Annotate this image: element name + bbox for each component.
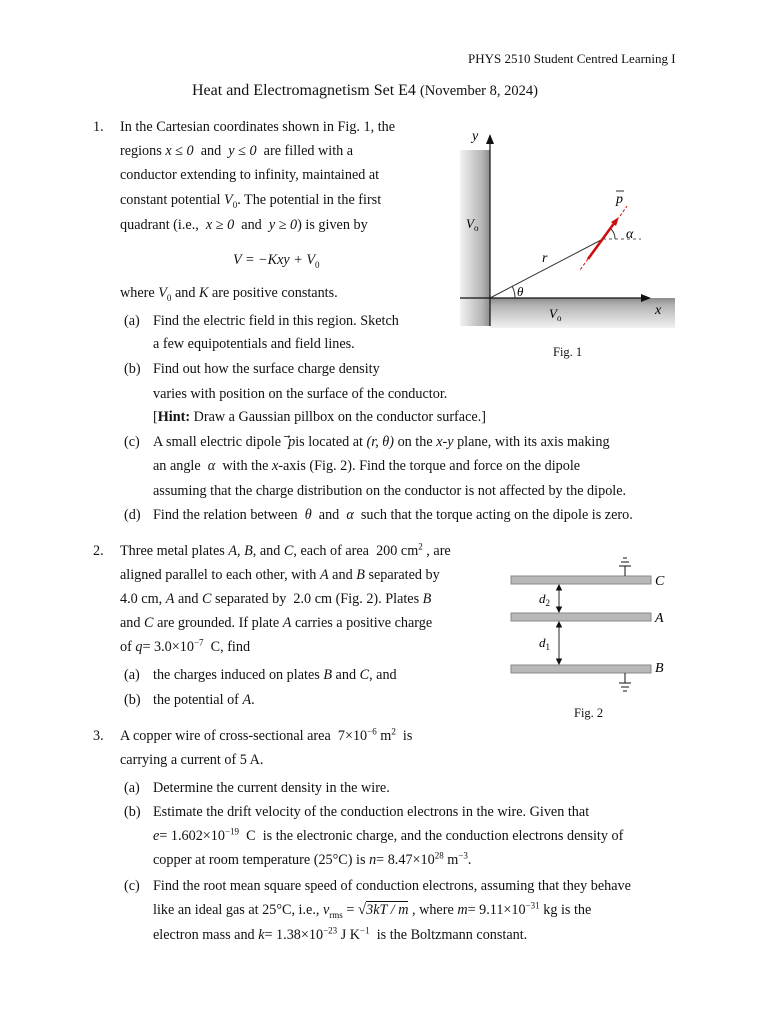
d1-dimension [557, 622, 562, 664]
q3-number: 3. [93, 728, 104, 744]
d2-dimension [557, 585, 562, 612]
q3-line-2: carrying a current of 5 A. [120, 752, 264, 768]
r-line [490, 239, 603, 298]
conductor-vertical [460, 150, 490, 326]
conductor-horizontal [490, 298, 675, 328]
dipole-head-dash [620, 206, 627, 216]
q1-line-6: where $V_0$ and K are positive constants. [120, 285, 338, 303]
q1d-line-1: Find the relation between θ and α such that the torque acting on the dipole is zero. [153, 507, 633, 523]
figure-2 [498, 545, 683, 703]
q3-line-1: A copper wire of cross-sectional area $7\times 10^{-6}$ $m^2$ is [120, 726, 413, 744]
course-header: PHYS 2510 Student Centred Learning I [468, 51, 676, 66]
label-d1: $d_1$ [539, 635, 550, 652]
label-a: A [655, 611, 664, 626]
alpha-label: α [626, 227, 634, 242]
q3c-line-3: electron mass and $k= 1.38\times 10^{-23}$ J $K^{-1}$ is the Boltzmann constant. [153, 925, 528, 943]
ground-b-icon [619, 673, 631, 691]
q1c-line-2: an angle α with the x-axis (Fig. 2). Find the torque and force on the dipole [153, 458, 581, 474]
q1b-hint: [Hint: Draw a Gaussian pillbox on the conductor surface.] [153, 409, 486, 425]
q1b-label: (b) [124, 361, 141, 377]
q1c-label: (c) [124, 434, 140, 450]
q2-line-1: Three metal plates A, B, and C, each of area 200 $cm^2$ , are [120, 541, 451, 559]
y-axis-arrow [486, 134, 494, 144]
q1-number: 1. [93, 119, 104, 135]
ground-c-icon [619, 558, 631, 576]
q1a-line-2: a few equipotentials and field lines. [153, 336, 355, 352]
page-title [192, 82, 538, 100]
q2b-line-1: the potential of A. [153, 692, 255, 708]
figure-1 [455, 122, 685, 362]
q1-line-1: In the Cartesian coordinates shown in Fig. 1, the [120, 119, 396, 135]
q1c-line-1: A small electric dipole p is located at (r, θ) on the x-y plane, with its axis making [153, 434, 610, 450]
q1-line-3: conductor extending to infinity, maintained at [120, 167, 380, 183]
label-b: B [655, 661, 664, 676]
v0-left-label: $V_o$ [466, 216, 479, 233]
x-label: x [655, 303, 662, 318]
label-d2: $d_2$ [539, 591, 550, 608]
p-label: p [616, 192, 623, 207]
q1-line-5: quadrant (i.e., x ≥ 0 and y ≥ 0) is given by [120, 217, 368, 233]
q3a-line-1: Determine the current density in the wire. [153, 780, 390, 796]
q1a-label: (a) [124, 313, 140, 329]
q3b-line-1: Estimate the drift velocity of the conduction electrons in the wire. Given that [153, 804, 590, 820]
title-main: Heat and Electromagnetism Set E4 [192, 82, 416, 99]
q3c-line-2: like an ideal gas at 25°C, i.e., $v_{rms} = √3kT / m$ , where $m= 9.11\times 10^{-31}$ kg is the [153, 900, 592, 920]
dipole-tail-dash [580, 259, 588, 270]
q2a-label: (a) [124, 667, 140, 683]
q2-line-2: aligned parallel to each other, with A and B separated by [120, 567, 440, 583]
q2-line-5: of $q= 3.0\times 10^{-7}$ C, find [120, 637, 251, 655]
v0-bottom-label: $V_o$ [549, 306, 562, 323]
theta-label: θ [517, 284, 524, 299]
theta-arc [512, 286, 515, 298]
q3b-line-2: $e= 1.602\times 10^{-19}$ C is the electronic charge, and the conduction electrons density of [153, 826, 624, 844]
title-date: (November 8, 2024) [419, 83, 538, 99]
dipole-arrow [588, 222, 615, 259]
q2-line-4: and C are grounded. If plate A carries a positive charge [120, 615, 433, 631]
q1c-line-3: assuming that the charge distribution on the conductor is not affected by the dipole. [153, 483, 627, 499]
plate-c [511, 576, 651, 584]
q1b-line-2: varies with position on the surface of the conductor. [153, 386, 448, 402]
r-label: r [542, 251, 548, 266]
q2a-line-1: the charges induced on plates B and C, and [153, 667, 397, 683]
q1d-label: (d) [124, 507, 141, 523]
q1a-line-1: Find the electric field in this region. Sketch [153, 313, 399, 329]
q3c-label: (c) [124, 878, 140, 894]
q2-line-3: 4.0 cm, A and C separated by 2.0 cm (Fig. 2). Plates B [120, 591, 432, 607]
q1-line-2: regions x ≤ 0 and y ≤ 0 are filled with a [120, 143, 354, 159]
q3a-label: (a) [124, 780, 140, 796]
fig2-caption: Fig. 2 [574, 706, 604, 720]
q3b-line-3: copper at room temperature (25°C) is $n= 8.47\times 10^{28}$ $m^{-3}$. [153, 850, 472, 868]
alpha-arc [611, 229, 615, 239]
plate-b [511, 665, 651, 673]
fig1-caption: Fig. 1 [553, 345, 583, 359]
label-c: C [655, 574, 665, 589]
q1-equation: $V = -Kxy + V_0$ [233, 252, 320, 270]
q2b-label: (b) [124, 692, 141, 708]
plate-a [511, 613, 651, 621]
q3b-label: (b) [124, 804, 141, 820]
q1b-line-1: Find out how the surface charge density [153, 361, 380, 377]
y-label: y [472, 129, 479, 144]
q3c-line-1: Find the root mean square speed of conduction electrons, assuming that they behave [153, 878, 631, 894]
q2-number: 2. [93, 543, 104, 559]
q1-line-4: constant potential $V_0$. The potential in the first [120, 192, 382, 210]
